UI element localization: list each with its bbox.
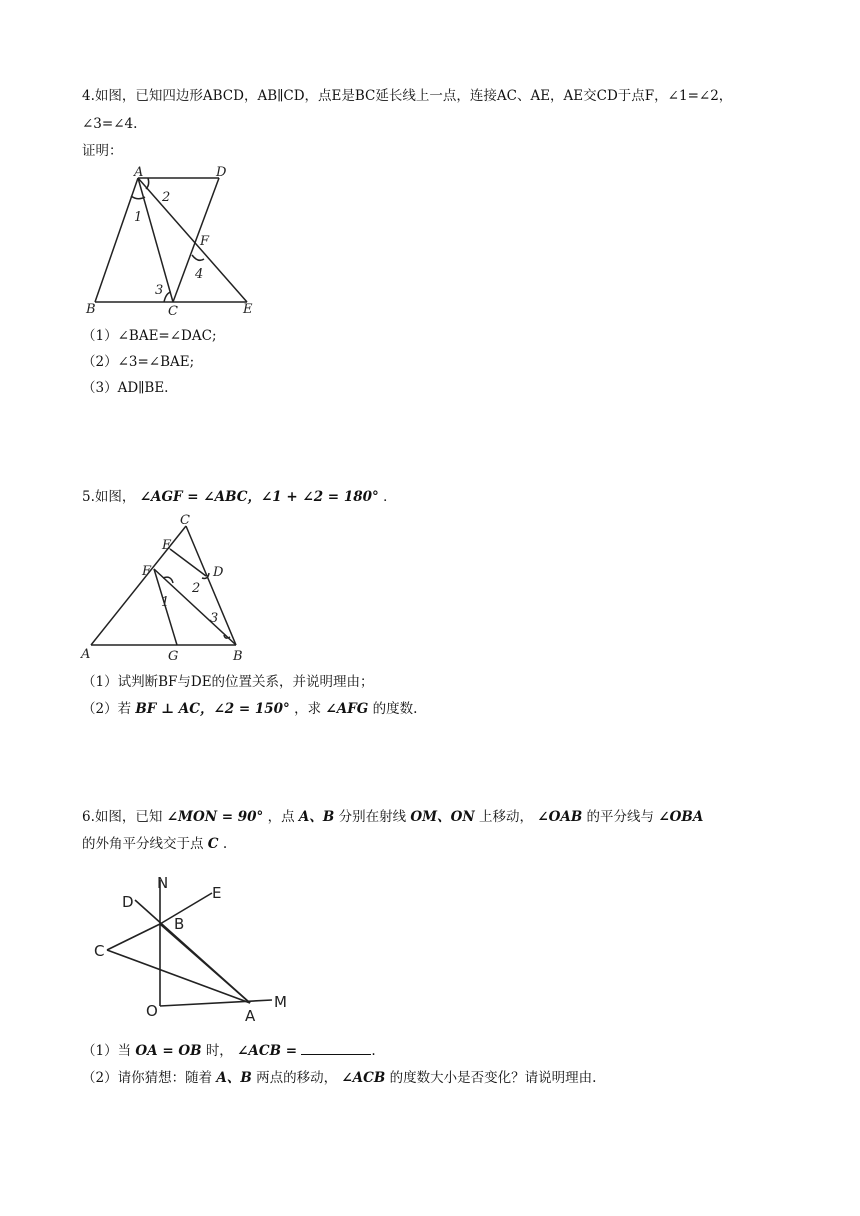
q6-part2-suffix: 的度数大小是否变化？请说明理由. [389,1070,597,1086]
q6-label-a: A [245,1007,256,1025]
q4-part3: （3）AD∥BE. [82,380,169,396]
q4-label-e: E [243,302,253,317]
q6-part1-math1: OA = OB [135,1043,202,1059]
q5-label-b: B [233,649,243,664]
q4-part1: （1）∠BAE=∠DAC; [82,328,217,344]
q5-part2-math1: BF ⊥ AC，∠2 = 150° [135,701,290,717]
q4-line2: ∠3=∠4. [82,116,138,132]
q6-line1-math2: A、B [298,809,335,825]
q6-line2-suffix: . [222,836,228,852]
q5-label-d: D [213,565,224,580]
q6-part1-mid: 时， [205,1043,233,1059]
q4-angle-4: 4 [195,267,204,282]
q6-label-c: C [94,942,105,960]
q6-part2-math2: ∠ACB [341,1070,386,1086]
q4-line1: 4.如图，已知四边形ABCD，AB∥CD，点E是BC延长线上一点，连接AC、AE，AE交CD于点F，∠1=∠2， [82,88,733,104]
q4-figure [80,165,270,320]
q4-angle-1: 1 [134,210,143,225]
q5-prefix: 5.如图， [82,489,136,505]
q5-angle-2: 2 [192,581,201,596]
q4-label-f: F [200,234,210,249]
q5-label-g: G [168,649,179,664]
q6-answer-blank[interactable] [301,1042,371,1055]
q6-line1-mid1: ，点 [267,809,295,825]
q6-part1-prefix: （1）当 [82,1043,132,1059]
q6-line1-mid3: 上移动， [478,809,533,825]
q6-part2-mid: 两点的移动， [256,1070,338,1086]
q5-label-c: C [180,513,190,528]
q6-line1-math3: OM、ON [410,809,475,825]
q5-angle-1: 1 [161,595,170,610]
q5-label-e: E [162,538,172,553]
q6-label-n: N [157,874,169,892]
q4-label-b: B [86,302,96,317]
q6-part2 [82,1069,596,1087]
q6-part1-math2: ∠ACB = [237,1043,298,1059]
q5-stem [82,488,397,506]
q6-line2-prefix: 的外角平分线交于点 [82,836,204,852]
q5-part2-math2: ∠AFG [325,701,369,717]
q5-suffix: ． [383,489,397,505]
q5-angle-3: 3 [210,611,219,626]
q6-part1-suffix: . [371,1043,376,1059]
q4-proof-label: 证明： [82,143,123,159]
q6-part1 [82,1042,376,1060]
q6-line1-math1: ∠MON = 90° [166,809,264,825]
q6-label-d: D [122,893,134,911]
q6-label-o: O [146,1002,158,1020]
q6-line1-mid2: 分别在射线 [338,809,407,825]
q5-part2-mid: ，求 [294,701,322,717]
q5-label-a: A [81,647,91,662]
q6-line2 [82,835,227,853]
q5-figure [78,512,248,664]
q6-label-b: B [174,915,185,933]
q4-label-a: A [134,165,144,180]
q6-label-e: E [212,884,222,902]
q4-label-d: D [216,165,227,180]
q6-line1-math5: ∠OBA [658,809,704,825]
q6-line1-prefix: 6.如图，已知 [82,809,163,825]
q6-part2-math1: A、B [216,1070,252,1086]
q6-line1-math4: ∠OAB [537,809,583,825]
q6-part2-prefix: （2）请你猜想：随着 [82,1070,213,1086]
q6-line2-math: C [207,836,219,852]
q6-label-m: M [274,993,287,1011]
q6-line1-mid4: 的平分线与 [586,809,655,825]
q5-math: ∠AGF = ∠ABC，∠1 + ∠2 = 180° [139,489,379,505]
q4-angle-3: 3 [155,283,164,298]
q6-figure [90,870,300,1025]
q5-part2-suffix: 的度数. [372,701,418,717]
q5-part2-prefix: （2）若 [82,701,132,717]
q6-line1 [82,808,703,826]
q5-part1: （1）试判断BF与DE的位置关系，并说明理由； [82,674,374,690]
q4-angle-2: 2 [162,190,171,205]
q5-part2 [82,700,417,718]
q4-part2: （2）∠3=∠BAE; [82,354,195,370]
q5-label-f: F [142,564,152,579]
q4-label-c: C [168,304,178,319]
